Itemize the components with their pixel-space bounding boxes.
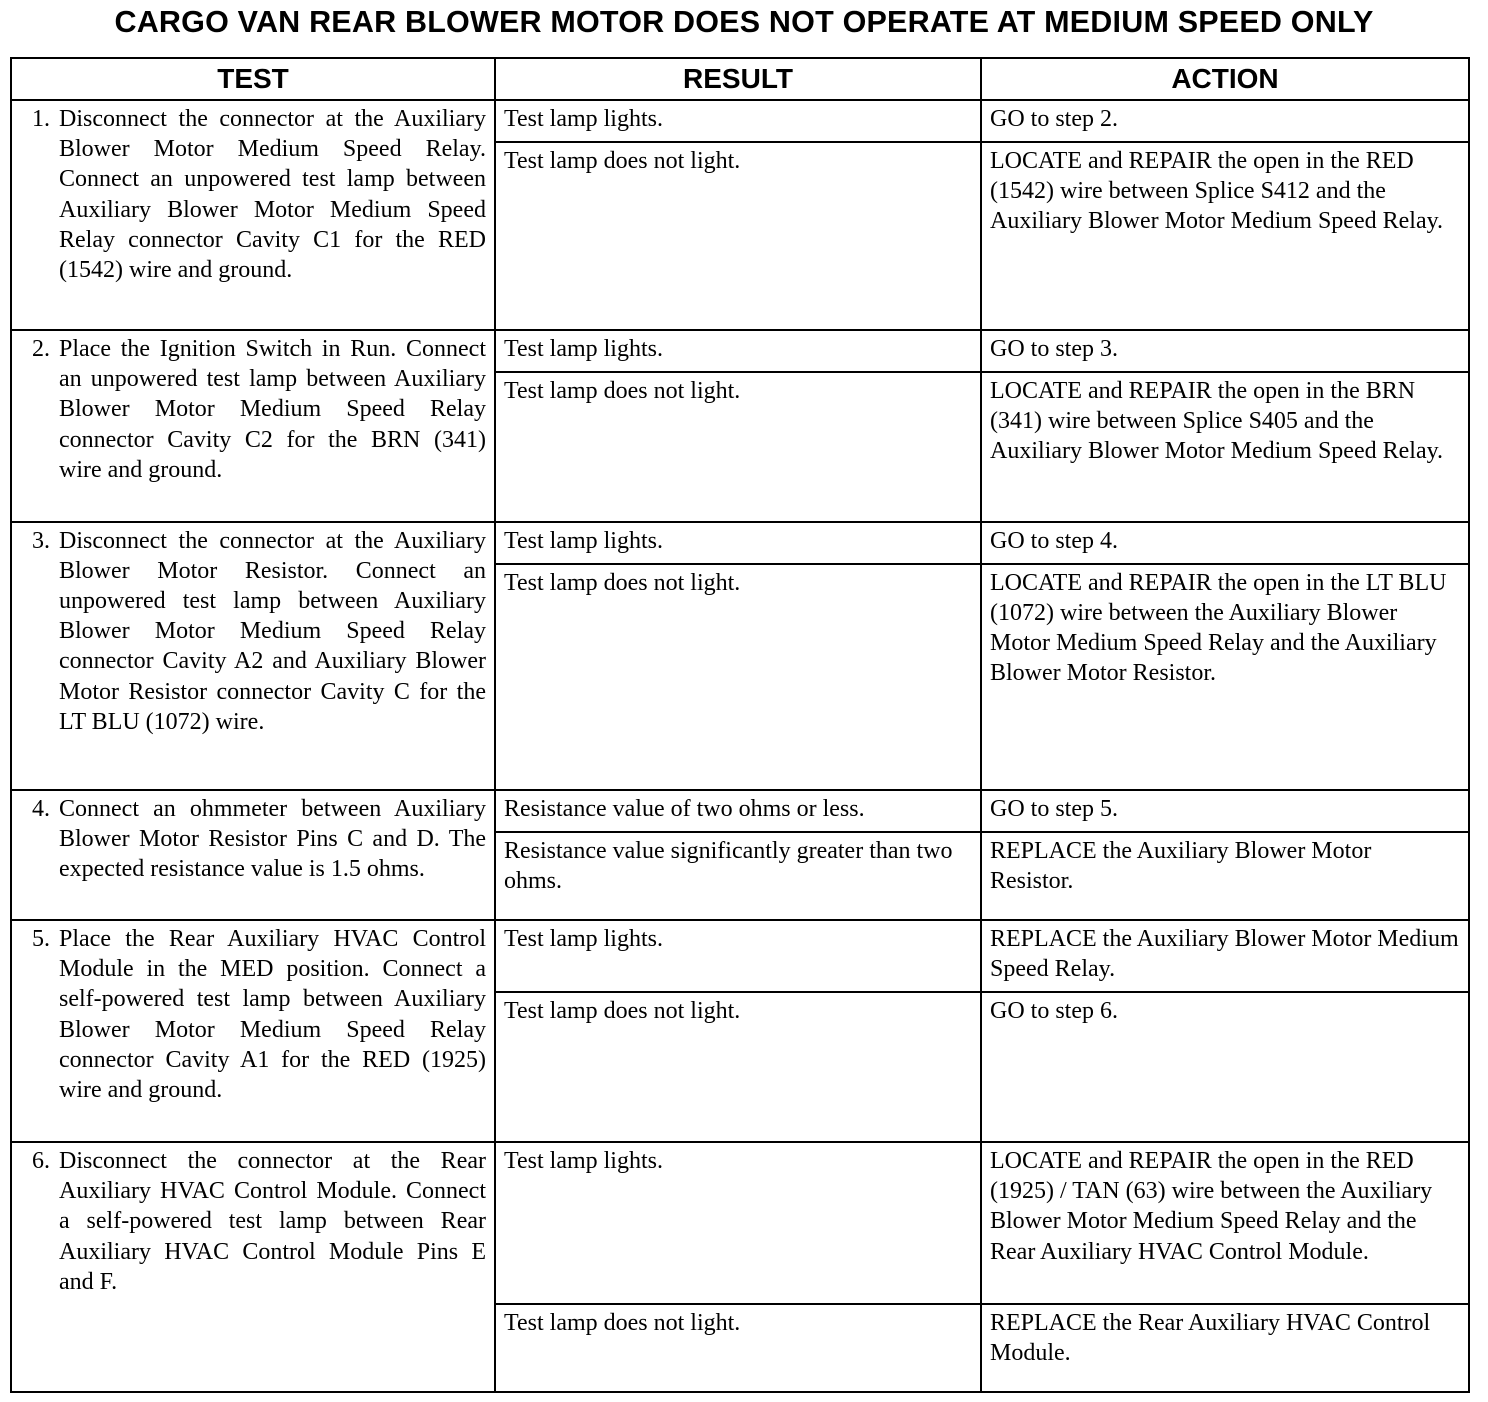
- step-3-result-2: [495, 564, 981, 790]
- result-text: Test lamp does not light.: [504, 569, 741, 596]
- step-2-action-2: [981, 372, 1469, 522]
- step-3-test-cell: [11, 522, 495, 790]
- step-4-test-cell: [11, 790, 495, 920]
- header-row: [11, 58, 1469, 100]
- step-4-result-2: [495, 832, 981, 920]
- step-1-action-2: [981, 142, 1469, 330]
- step-5-result-1: [495, 920, 981, 992]
- step-1-result-1: [495, 100, 981, 142]
- step-5-action-1: [981, 920, 1469, 992]
- step-3-test-text: Disconnect the connector at the Auxiliary Blower Motor Resistor. Connect an unpowered test lamp between Auxiliary Blower Motor Medium Speed Relay connector Cavity A2 and Auxiliary Blower Motor Resistor connector Cavity C for the LT BLU (1072) wire.: [59, 527, 486, 735]
- step-1-action-1: [981, 100, 1469, 142]
- header-test: TEST: [11, 58, 495, 100]
- result-text: Test lamp does not light.: [504, 1309, 741, 1336]
- step-5-result-2: [495, 992, 981, 1142]
- result-text: Test lamp does not light.: [504, 377, 741, 404]
- step-3-action-1: [981, 522, 1469, 564]
- step-4-row-a: [11, 790, 1469, 832]
- step-2-result-1: [495, 330, 981, 372]
- action-text: GO to step 5.: [990, 795, 1118, 822]
- action-text: REPLACE the Auxiliary Blower Motor Medium Speed Relay.: [990, 926, 1459, 983]
- step-6-test-cell: [11, 1142, 495, 1392]
- step-6-test-text: Disconnect the connector at the Rear Auxiliary HVAC Control Module. Connect a self-powered test lamp between Rear Auxiliary HVAC Control Module Pins E and F.: [59, 1147, 486, 1295]
- action-text: LOCATE and REPAIR the open in the LT BLU (1072) wire between the Auxiliary Blower Motor Medium Speed Relay and the Auxiliary Blower Motor Resistor.: [990, 569, 1447, 687]
- step-2-action-1: [981, 330, 1469, 372]
- step-3-row-a: [11, 522, 1469, 564]
- step-2-result-2: [495, 372, 981, 522]
- result-text: Test lamp lights.: [504, 527, 663, 554]
- action-text: LOCATE and REPAIR the open in the BRN (341) wire between Splice S405 and the Auxiliary Blower Motor Medium Speed Relay.: [990, 377, 1444, 465]
- result-text: Resistance value significantly greater than two ohms.: [504, 837, 953, 895]
- step-2-row-a: [11, 330, 1469, 372]
- result-text: Test lamp lights.: [504, 926, 663, 952]
- header-result: RESULT: [495, 58, 981, 100]
- result-text: Test lamp lights.: [504, 1147, 663, 1174]
- step-1-row-a: [11, 100, 1469, 142]
- step-1-number: 1.: [32, 106, 50, 132]
- step-2-test-text: Place the Ignition Switch in Run. Connect an unpowered test lamp between Auxiliary Blower Motor Medium Speed Relay connector Cavity C2 for the BRN (341) wire and ground.: [59, 335, 486, 483]
- action-text: GO to step 4.: [990, 527, 1118, 554]
- step-6-number: 6.: [32, 1147, 50, 1174]
- step-5-test-cell: [11, 920, 495, 1142]
- diagnostic-table: [10, 57, 1470, 1393]
- step-2-number: 2.: [32, 335, 50, 362]
- step-1-test-cell: [11, 100, 495, 330]
- result-text: Test lamp lights.: [504, 106, 663, 132]
- action-text: GO to step 3.: [990, 335, 1118, 362]
- step-5-action-2: [981, 992, 1469, 1142]
- step-1-result-2: [495, 142, 981, 330]
- step-5-row-a: [11, 920, 1469, 992]
- result-text: Test lamp does not light.: [504, 148, 741, 174]
- step-5-test-text: Place the Rear Auxiliary HVAC Control Module in the MED position. Connect a self-powered test lamp between Auxiliary Blower Motor Medium Speed Relay connector Cavity A1 for the RED (1925) wire and ground.: [59, 926, 486, 1104]
- step-4-test-text: Connect an ohmmeter between Auxiliary Blower Motor Resistor Pins C and D. The expected resistance value is 1.5 ohms.: [59, 795, 486, 883]
- step-6-action-1: [981, 1142, 1469, 1304]
- step-6-row-a: [11, 1142, 1469, 1304]
- action-text: LOCATE and REPAIR the open in the RED (1925) / TAN (63) wire between the Auxiliary Blower Motor Medium Speed Relay and the Rear Auxiliary HVAC Control Module.: [990, 1147, 1433, 1265]
- step-6-action-2: [981, 1304, 1469, 1392]
- step-3-number: 3.: [32, 527, 50, 554]
- result-text: Resistance value of two ohms or less.: [504, 795, 865, 822]
- step-4-number: 4.: [32, 795, 50, 822]
- step-4-action-2: [981, 832, 1469, 920]
- result-text: Test lamp does not light.: [504, 998, 741, 1024]
- action-text: REPLACE the Rear Auxiliary HVAC Control Module.: [990, 1309, 1431, 1367]
- step-4-result-1: [495, 790, 981, 832]
- result-text: Test lamp lights.: [504, 335, 663, 362]
- step-3-result-1: [495, 522, 981, 564]
- step-6-result-1: [495, 1142, 981, 1304]
- step-2-test-cell: [11, 330, 495, 522]
- page-title: CARGO VAN REAR BLOWER MOTOR DOES NOT OPERATE AT MEDIUM SPEED ONLY: [114, 5, 1374, 39]
- action-text: REPLACE the Auxiliary Blower Motor Resistor.: [990, 837, 1372, 895]
- step-1-test-text: Disconnect the connector at the Auxiliary Blower Motor Medium Speed Relay. Connect an unpowered test lamp between Auxiliary Blower Motor Medium Speed Relay connector Cavity C1 for the RED (1542) wire and ground.: [59, 106, 486, 284]
- action-text: GO to step 6.: [990, 998, 1118, 1024]
- step-5-number: 5.: [32, 926, 50, 952]
- header-action: ACTION: [981, 58, 1469, 100]
- step-3-action-2: [981, 564, 1469, 790]
- step-6-result-2: [495, 1304, 981, 1392]
- action-text: GO to step 2.: [990, 106, 1118, 132]
- action-text: LOCATE and REPAIR the open in the RED (1542) wire between Splice S412 and the Auxiliary Blower Motor Medium Speed Relay.: [990, 148, 1444, 235]
- step-4-action-1: [981, 790, 1469, 832]
